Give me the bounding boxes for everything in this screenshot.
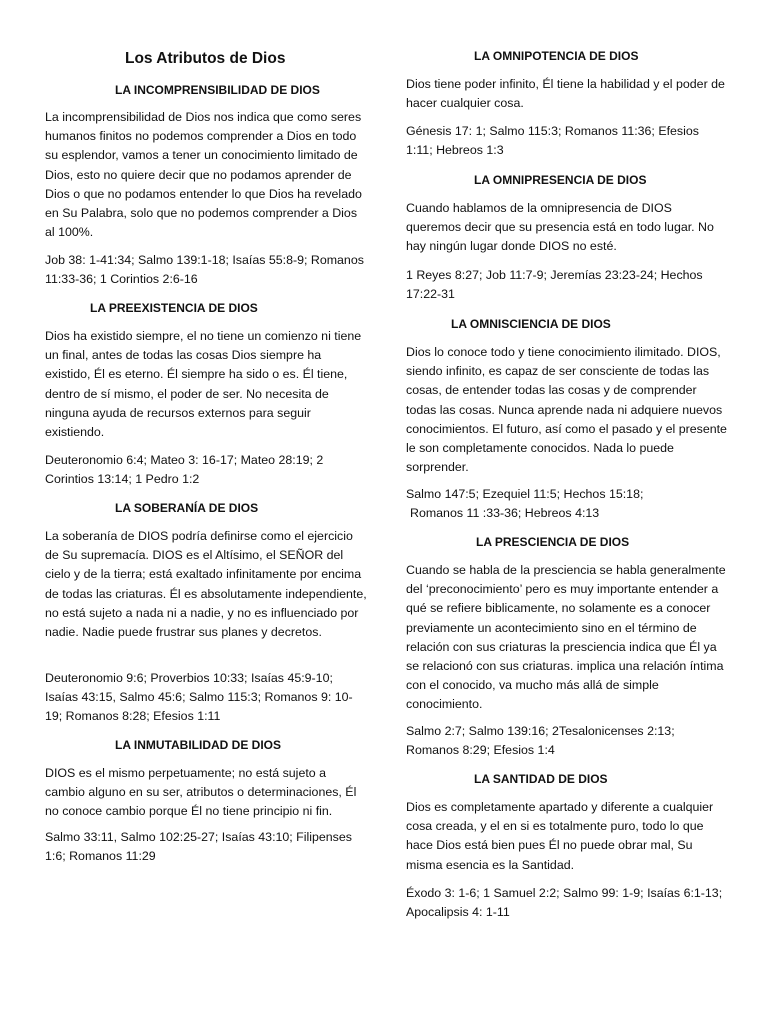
section-refs-incomprensibilidad: Job 38: 1-41:34; Salmo 139:1-18; Isaías 55:8-9; Romanos 11:33-36; 1 Corintios 2:6-16 <box>45 253 364 287</box>
document-title: Los Atributos de Dios <box>125 50 286 67</box>
section-heading-omnipresencia: LA OMNIPRESENCIA DE DIOS <box>474 173 647 187</box>
section-refs-omnipresencia: 1 Reyes 8:27; Job 11:7-9; Jeremías 23:23-24; Hechos 17:22-31 <box>406 268 703 302</box>
section-heading-omnisciencia: LA OMNISCIENCIA DE DIOS <box>451 317 611 331</box>
section-refs-presciencia: Salmo 2:7; Salmo 139:16; 2Tesalonicenses 2:13; Romanos 8:29; Efesios 1:4 <box>406 724 675 758</box>
section-heading-presciencia: LA PRESCIENCIA DE DIOS <box>476 535 630 549</box>
section-body-omnipresencia: Cuando hablamos de la omnipresencia de DIOS queremos decir que su presencia está en todo lugar. No hay ningún lugar donde DIOS no esté. <box>406 201 714 254</box>
section-refs-omnisciencia-line2: Romanos 11 :33-36; Hebreos 4:13 <box>410 506 600 520</box>
section-refs-preexistencia: Deuteronomio 6:4; Mateo 3: 16-17; Mateo 28:19; 2 Corintios 13:14; 1 Pedro 1:2 <box>45 453 324 487</box>
section-refs-santidad: Éxodo 3: 1-6; 1 Samuel 2:2; Salmo 99: 1-9; Isaías 6:1-13; Apocalipsis 4: 1-11 <box>406 886 723 920</box>
section-heading-preexistencia: LA PREEXISTENCIA DE DIOS <box>90 301 258 315</box>
section-refs-omnipotencia: Génesis 17: 1; Salmo 115:3; Romanos 11:36; Efesios 1:11; Hebreos 1:3 <box>406 124 699 158</box>
section-heading-incomprensibilidad: LA INCOMPRENSIBILIDAD DE DIOS <box>115 83 320 97</box>
section-body-santidad: Dios es completamente apartado y diferente a cualquier cosa creada, y el en si es totalmente puro, todo lo que hace Dios está bien pues Él no puede obrar mal, Su misma esencia es la Santidad. <box>406 800 714 872</box>
section-refs-omnisciencia-line1: Salmo 147:5; Ezequiel 11:5; Hechos 15:18; <box>406 487 644 501</box>
section-refs-soberania: Deuteronomio 9:6; Proverbios 10:33; Isaías 45:9-10; Isaías 43:15, Salmo 45:6; Salmo 115:3; Romanos 9: 10-19; Romanos 8:28; Efesios 1:11 <box>45 671 353 724</box>
section-body-inmutabilidad: DIOS es el mismo perpetuamente; no está sujeto a cambio alguno en su ser, atributos o determinaciones, Él no conoce cambio porque Él no tiene principio ni fin. <box>45 766 357 819</box>
section-body-soberania: La soberanía de DIOS podría definirse como el ejercicio de Su supremacía. DIOS es el Altísimo, el SEÑOR del cielo y de la tierra; está exaltado infinitamente por encima de todas las criaturas. Él es absolutamente independiente, no está sujeto a nada ni a nadie, y no es influenciado por nadie. Nadie puede frustrar sus planes y decretos. <box>45 529 367 640</box>
section-body-incomprensibilidad: La incomprensibilidad de Dios nos indica que como seres humanos finitos no podemos comprender a Dios en todo su esplendor, vamos a tener un conocimiento limitado de Dios, esto no quiere decir que no podamos aprender de Dios o que no podamos entender lo que Dios ha revelado en Su Palabra, solo que no podemos comprender a Dios al 100%. <box>45 110 362 240</box>
section-heading-inmutabilidad: LA INMUTABILIDAD DE DIOS <box>115 738 281 752</box>
section-heading-santidad: LA SANTIDAD DE DIOS <box>474 772 608 786</box>
section-body-preexistencia: Dios ha existido siempre, el no tiene un comienzo ni tiene un final, antes de todas las cosas Dios siempre ha existido, Él es eterno. Él siempre ha sido o es. Él tiene, dentro de sí mismo, el poder de ser. No necesita de ninguna ayuda de recursos externos para seguir existiendo. <box>45 329 362 440</box>
section-refs-inmutabilidad: Salmo 33:11, Salmo 102:25-27; Isaías 43:10; Filipenses 1:6; Romanos 11:29 <box>45 830 352 864</box>
section-heading-soberania: LA SOBERANÍA DE DIOS <box>115 501 259 515</box>
section-body-presciencia: Cuando se habla de la presciencia se habla generalmente del ‘preconocimiento’ pero es muy importante entender a qué se refiere biblicamente, no solamente es a conocer previamente un acontecimiento sino en el término de relación con sus criaturas la presciencia indica que Él ya se relacionó con sus criaturas. implica una relación íntima con el conocido, va mucho más allá de simple conocimiento. <box>406 563 726 712</box>
section-body-omnisciencia: Dios lo conoce todo y tiene conocimiento ilimitado. DIOS, siendo infinito, es capaz de ser consciente de todas las cosas, de entender todas las cosas y de comprender todas las cosas. Nunca aprende nada ni adquiere nuevos conocimientos. El futuro, así como el pasado y el presente le son completamente conocidos. Nada lo puede sorprender. <box>406 345 727 475</box>
section-body-omnipotencia: Dios tiene poder infinito, Él tiene la habilidad y el poder de hacer cualquier cosa. <box>406 77 725 111</box>
section-heading-omnipotencia: LA OMNIPOTENCIA DE DIOS <box>474 49 639 63</box>
